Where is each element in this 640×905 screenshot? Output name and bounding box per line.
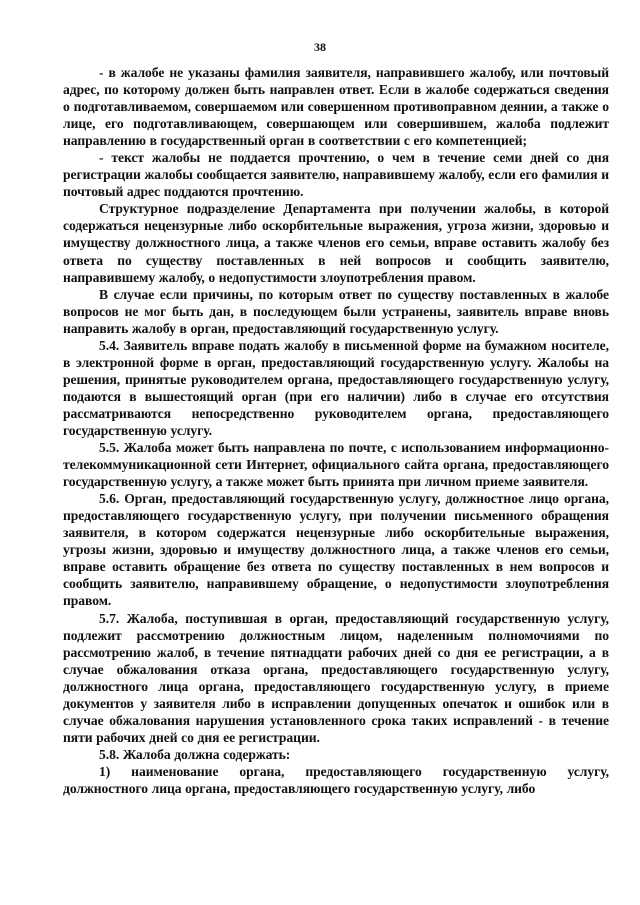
paragraph-reasons-eliminated: В случае если причины, по которым ответ по существу поставленных в жалобе вопросов не мог быть дан, в последующем были устранены, заявитель вправе вновь направить жалобу в орган, предоставляющий государственную услугу. — [63, 286, 609, 336]
paragraph-5-5: 5.5. Жалоба может быть направлена по почте, с использованием информационно-телекоммуникационной сети Интернет, официального сайта органа, предоставляющего государственную услугу, а также может быть принята при личном приеме заявителя. — [63, 440, 609, 490]
page-number: 38 — [314, 40, 326, 54]
paragraph-offensive-content: Структурное подразделение Департамента при получении жалобы, в которой содержаться нецензурные либо оскорбительные выражения, угроза жизни, здоровью и имуществу должностного лица, а также членов его семьи, вправе оставить жалобу без ответа по существу поставленных в ней вопросов и сообщить заявителю, направившему жалобу, о недопустимости злоупотребления правом. — [63, 201, 609, 285]
paragraph-5-7: 5.7. Жалоба, поступившая в орган, предоставляющий государственную услугу, подлежит рассмотрению должностным лицом, наделенным полномочиями по рассмотрению жалоб, в течение пятнадцати рабочих дней со дня ее регистрации, а в случае обжалования отказа органа, предоставляющего государственную услугу, должностного лица органа, предоставляющего государственную услугу, в приеме документов у заявителя либо в исправлении допущенных опечаток и ошибок или в случае обжалования нарушения установленного срока таких исправлений - в течение пяти рабочих дней со дня ее регистрации. — [63, 610, 609, 745]
document-body — [63, 64, 609, 797]
paragraph-complaint-no-name: - в жалобе не указаны фамилия заявителя, направившего жалобу, или почтовый адрес, по которому должен быть направлен ответ. Если в жалобе содержаться сведения о подготавливаемом, совершаемом или совершенном противоправном деянии, а также о лице, его подготавливающем, совершающем или совершившем, жалоба подлежит направлению в государственный орган в соответствии с его компетенцией; — [63, 65, 609, 149]
paragraph-5-6: 5.6. Орган, предоставляющий государственную услугу, должностное лицо органа, предоставляющего государственную услугу, при получении письменного обращения заявителя, в котором содержатся нецензурные либо оскорбительные выражения, угрозы жизни, здоровью и имуществу должностного лица, а также членов его семьи, вправе оставить обращение без ответа по существу поставленных в нем вопросов и сообщить заявителю, направившему обращение, о недопустимости злоупотребления правом. — [63, 491, 609, 609]
paragraph-5-8-item-1: 1) наименование органа, предоставляющего государственную услугу, должностного лица органа, предоставляющего государственную услугу, либо — [63, 763, 609, 796]
paragraph-complaint-unreadable: - текст жалобы не поддается прочтению, о чем в течение семи дней со дня регистрации жалобы сообщается заявителю, направившему жалобу, если его фамилия и почтовый адрес поддаются прочтению. — [63, 150, 609, 200]
paragraph-5-8: 5.8. Жалоба должна содержать: — [99, 746, 291, 762]
paragraph-5-4: 5.4. Заявитель вправе подать жалобу в письменной форме на бумажном носителе, в электронной форме в орган, предоставляющий государственную услугу. Жалобы на решения, принятые руководителем органа, предоставляющего государственную услугу, подаются в вышестоящий орган (при его наличии) либо в случае его отсутствия рассматриваются непосредственно руководителем органа, предоставляющего государственную услугу. — [63, 337, 609, 438]
